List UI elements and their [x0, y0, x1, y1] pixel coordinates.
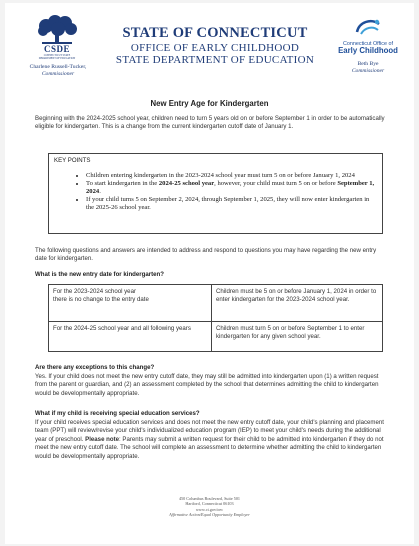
key-point-text: To start kindergarten in the — [86, 180, 159, 187]
csde-subtitle-1: CONNECTICUT STATE — [43, 54, 71, 57]
table-row — [49, 285, 383, 322]
key-point-text: , however, your child must turn 5 on or before — [214, 180, 338, 187]
footer-website: www.ct.gov/oec — [195, 506, 224, 512]
key-points-heading: KEY POINTS — [54, 157, 91, 164]
charter-oak-tree-icon — [34, 15, 80, 45]
key-point-item — [86, 180, 377, 196]
table-cell: Children must turn 5 on or before September 1 to enter kindergarten for any given school year. — [212, 322, 383, 352]
entry-date-table — [48, 284, 383, 352]
right-commissioner-name: Beth Bye — [357, 61, 379, 67]
question-entry-date: What is the new entry date for kindergarten? — [35, 271, 165, 278]
table-cell-text: there is no change to the entry date — [53, 296, 149, 304]
letterhead-title — [105, 25, 325, 66]
csde-subtitle-2: DEPARTMENT OF EDUCATION — [38, 57, 76, 60]
answer-text: : Parents may submit a written request for their child to be admitted into kindergarten if they do not meet the new entry cutoff date. The school will complete an assessment to determine whether admitting the child to kindergarten would be developmentally appropriate. — [35, 435, 384, 460]
left-commissioner-name: Charlene Russell-Tucker, — [29, 64, 87, 70]
table-cell: Children must be 5 on or before January 1, 2024 in order to enter kindergarten for the 2023-2024 school year. — [212, 285, 383, 322]
table-row — [49, 322, 383, 352]
footer-eoe-statement: Affirmative Action/Equal Opportunity Employer — [169, 512, 250, 518]
footer-address-line2: Hartford, Connecticut 06103 — [185, 501, 234, 507]
table-cell: For the 2024-25 school year and all following years — [49, 322, 212, 352]
footer-address-line1: 450 Columbus Boulevard, Suite 501 — [178, 496, 241, 501]
key-point-text: . — [99, 188, 101, 195]
csde-wordmark: CSDE — [43, 44, 70, 54]
table-cell — [49, 285, 212, 322]
intro-paragraph: Beginning with the 2024-2025 school year, children need to turn 5 years old on or before September 1 in order to be automatically eligible for kindergarten. This is a change from the current kindergarten cutoff date of January 1. — [35, 115, 385, 131]
qa-intro-paragraph: The following questions and answers are intended to address and respond to questions you may have regarding the new entry date for kindergarten. — [35, 247, 377, 263]
right-commissioner-role: Commissioner — [351, 67, 385, 74]
department-title: STATE DEPARTMENT OF EDUCATION — [115, 54, 315, 66]
office-title: OFFICE OF EARLY CHILDHOOD — [130, 42, 300, 54]
key-points-box — [48, 153, 383, 234]
oec-swirl-icon — [353, 18, 383, 36]
key-point-bold: 2024-25 school year — [158, 180, 215, 187]
key-point-bold: September 1, 2024 — [86, 180, 375, 195]
table-cell-text: For the 2023-2024 school year — [53, 288, 136, 295]
question-special-education: What if my child is receiving special education services? — [35, 410, 200, 417]
please-note-label: Please note — [85, 435, 120, 443]
right-commissioner — [330, 61, 406, 74]
key-point-item: • If your child turns 5 on September 2, 2024, through September 1, 2025, they will now enter kindergarten in the 2025-26 school year. — [86, 196, 377, 212]
page-footer — [5, 496, 414, 518]
oec-text-line2: Early Childhood — [338, 46, 398, 55]
left-commissioner — [13, 64, 103, 77]
left-commissioner-role: Commissioner — [41, 70, 75, 77]
key-point-item: • Children entering kindergarten in the 2023-2024 school year must turn 5 on or before January 1, 2024 — [86, 172, 377, 180]
csde-logo — [18, 15, 96, 60]
document-page — [5, 3, 414, 544]
oec-text-line1: Connecticut Office of — [343, 41, 393, 47]
answer-exceptions: Yes. If your child does not meet the new entry cutoff date, they may still be admitted into kindergarten upon (1) a written request from the parent or guardian, and (2) an assessment completed by the school that determines admitting the child to kindergarten would be developmentally appropriate. — [35, 373, 379, 397]
key-points-list — [86, 172, 377, 212]
state-title: STATE OF CONNECTICUT — [122, 25, 308, 41]
oec-logo — [330, 18, 406, 74]
question-exceptions: Are there any exceptions to this change? — [35, 364, 155, 371]
document-title: New Entry Age for Kindergarten — [150, 99, 269, 108]
answer-special-education — [35, 419, 387, 461]
answer-text: If your child receives special education services and does not meet the new entry cutoff date, your child's planning and placement team (PPT) will review/revise your child's individualized education program (IEP) to meet your child's needs during the additional year of preschool. — [35, 419, 384, 443]
